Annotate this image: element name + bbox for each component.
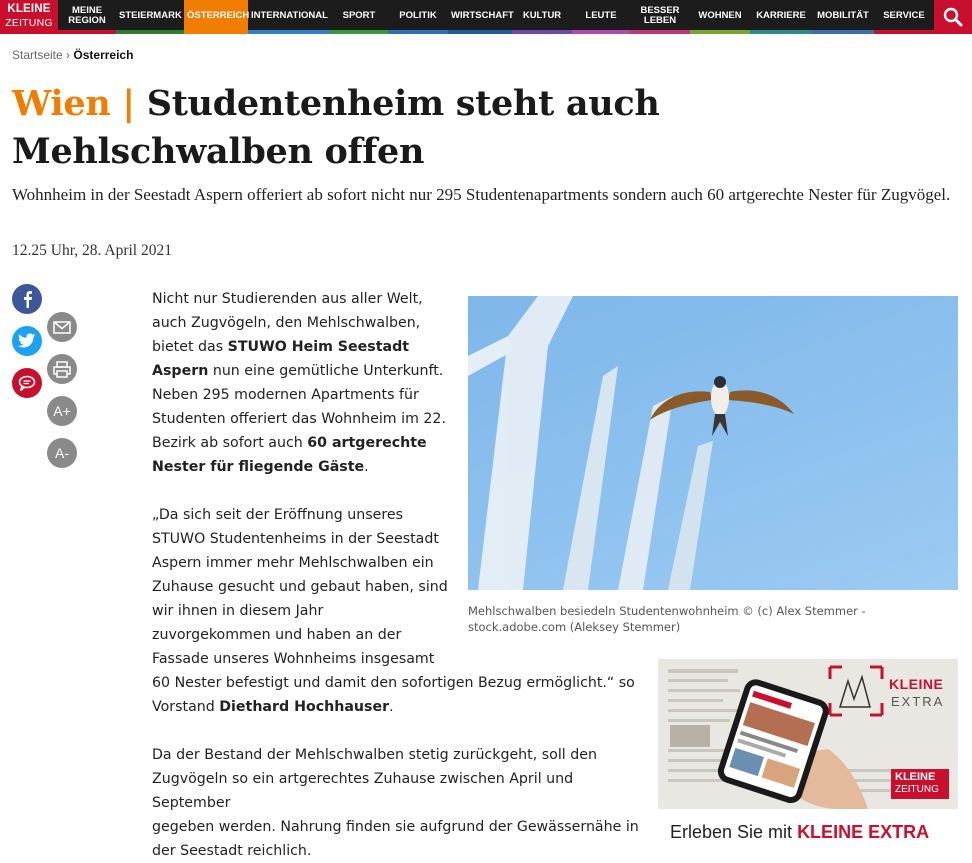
nav-item-color-bar — [184, 30, 248, 34]
article-date: 12.25 Uhr, 28. April 2021 — [12, 242, 172, 259]
promo-text[interactable] — [670, 822, 929, 843]
article-photo-swallow[interactable] — [468, 296, 958, 590]
promo-text-a: Erleben Sie mit — [670, 822, 798, 842]
p2-line: wir ihnen in diesem Jahr — [152, 603, 324, 619]
nav-item-sport[interactable] — [330, 0, 388, 34]
nav-item-color-bar — [388, 30, 448, 34]
logo-line2: ZEITUNG — [5, 16, 53, 29]
p2-line: zuvorgekommen und haben an der — [152, 627, 402, 643]
search-icon — [943, 7, 963, 27]
font-size-increase-button[interactable]: A+ — [47, 396, 77, 426]
promo-logo-kleine: KLEINE — [895, 771, 936, 783]
nav-item-label: ÖSTERREICH — [187, 9, 250, 21]
p1-text-e: . — [364, 459, 369, 475]
twitter-share-button[interactable] — [12, 326, 42, 356]
nav-item-color-bar — [58, 30, 116, 34]
nav-item-kultur[interactable] — [512, 0, 572, 34]
p2-line: Aspern immer mehr Mehlschwalben ein — [152, 555, 434, 571]
nav-item-color-bar — [572, 30, 630, 34]
kleine-extra-promo-banner[interactable] — [658, 659, 958, 809]
facebook-icon — [20, 290, 34, 308]
p2-line: Zuhause gesucht und gebaut haben, sind — [152, 579, 448, 595]
p3-line: der Seestadt reichlich. — [152, 843, 312, 859]
promo-text-highlight: KLEINE EXTRA — [797, 822, 930, 842]
nav-item-mobilität[interactable] — [812, 0, 874, 34]
article-headline — [12, 80, 952, 176]
nav-item-label: WOHNEN — [698, 9, 742, 21]
p1-text-a: Nicht nur Studierenden aus aller Welt, auch Zugvögeln, den Mehlschwalben, bietet das — [152, 291, 423, 355]
nav-item-besser-leben[interactable] — [630, 0, 690, 34]
nav-item-label: KULTUR — [522, 9, 562, 21]
nav-item-karriere[interactable] — [750, 0, 812, 34]
nav-item-color-bar — [116, 30, 184, 34]
breadcrumb-current[interactable]: Österreich — [73, 48, 134, 62]
nav-item-label: SPORT — [342, 9, 376, 21]
nav-item-color-bar — [512, 30, 572, 34]
logo-line1: KLEINE — [7, 3, 51, 15]
nav-item-color-bar — [750, 30, 812, 34]
article-paragraph-1 — [152, 287, 452, 479]
promo-badge-kleine: KLEINE — [889, 676, 944, 692]
nav-item-color-bar — [330, 30, 388, 34]
p2-text-vorstand: Vorstand — [152, 699, 220, 715]
p2-line: „Da sich seit der Eröffnung unseres — [152, 507, 403, 523]
print-icon — [53, 361, 71, 378]
facebook-share-button[interactable] — [12, 284, 42, 314]
p2-line: STUWO Studentenheims in der Seestadt — [152, 531, 439, 547]
p2-bold-name: Diethard Hochhauser — [219, 699, 390, 715]
p1-bold-nester: 60 artgerechte Nester für fliegende Gäste — [152, 435, 427, 475]
p3-line: Da der Bestand der Mehlschwalben stetig zurückgeht, soll den — [152, 747, 597, 763]
nav-item-leute[interactable] — [572, 0, 630, 34]
p2-line: Fassade unseres Wohnheims insgesamt — [152, 651, 435, 667]
nav-item-color-bar — [248, 30, 330, 34]
nav-item-steiermark[interactable] — [116, 0, 184, 34]
nav-item-color-bar — [812, 30, 874, 34]
breadcrumb-home-link[interactable]: Startseite — [12, 48, 63, 62]
promo-logo-zeitung: ZEITUNG — [895, 784, 939, 795]
article-lead: Wohnheim in der Seestadt Aspern offeriert ab sofort nicht nur 295 Studentenapartments sondern auch 60 artgerechte Nester für Zugvögel. — [12, 185, 951, 204]
mail-icon — [53, 321, 71, 334]
swallow-photo-illustration — [468, 296, 958, 590]
nav-item-international[interactable] — [248, 0, 330, 34]
nav-item-label: KARRIERE — [756, 9, 806, 21]
p3-line: Zugvögeln so ein artgerechtes Zuhause zwischen April und September — [152, 771, 574, 811]
photo-caption: Mehlschwalben besiedeln Studentenwohnheim © (c) Alex Stemmer - stock.adobe.com (Aleksey Stemmer) — [468, 604, 866, 634]
print-button[interactable] — [47, 354, 77, 384]
nav-item-color-bar — [630, 30, 690, 34]
p1-bold-stuwo: STUWO Heim Seestadt Aspern — [152, 339, 410, 379]
twitter-icon — [18, 333, 36, 349]
headline-kicker: Wien | — [12, 83, 135, 124]
article-paragraph-3 — [152, 743, 652, 863]
p1-text-c: nun eine gemütliche Unterkunft. Neben 295 modernen Apartments für Studenten offeriert das Wohnheim im 22. Bezirk ab sofort auch — [152, 363, 446, 451]
breadcrumb-separator: › — [66, 48, 71, 62]
nav-item-label: INTERNATIONAL — [251, 9, 328, 21]
promo-badge-extra: EXTRA — [891, 694, 945, 709]
nav-item-label: SERVICE — [883, 9, 925, 21]
nav-item-meine-region[interactable] — [58, 0, 116, 34]
p2-line: 60 Nester befestigt und damit den sofortigen Bezug ermöglicht.“ so — [152, 675, 635, 691]
breadcrumb — [12, 48, 133, 62]
p2-text-end: . — [389, 699, 394, 715]
nav-item-color-bar — [448, 30, 512, 34]
nav-search-button[interactable] — [934, 0, 972, 34]
nav-item-label: LEUTE — [585, 9, 617, 21]
font-size-decrease-button[interactable]: A- — [47, 438, 77, 468]
email-share-button[interactable] — [47, 312, 77, 342]
comments-button[interactable] — [12, 368, 42, 398]
nav-item-label: MEINE REGION — [68, 5, 106, 26]
p3-line: gegeben werden. Nahrung finden sie aufgrund der Gewässernähe in — [152, 819, 639, 835]
nav-item-wohnen[interactable] — [690, 0, 750, 34]
kleine-zeitung-logo[interactable] — [0, 0, 58, 34]
nav-item-wirtschaft[interactable] — [448, 0, 512, 34]
nav-item-color-bar — [874, 30, 934, 34]
nav-item-label: WIRTSCHAFT — [451, 9, 514, 21]
nav-item-color-bar — [690, 30, 750, 34]
nav-item-label: STEIERMARK — [119, 9, 182, 21]
nav-item-politik[interactable] — [388, 0, 448, 34]
nav-item-service[interactable] — [874, 0, 934, 34]
top-navigation — [0, 0, 972, 34]
nav-item-label: BESSER LEBEN — [640, 5, 680, 26]
nav-item-label: MOBILITÄT — [817, 9, 869, 21]
comment-icon — [18, 375, 36, 391]
nav-item-label: POLITIK — [399, 9, 437, 21]
nav-item-österreich[interactable] — [184, 0, 248, 34]
headline-title: Studentenheim steht auch Mehlschwalben offen — [12, 83, 660, 172]
